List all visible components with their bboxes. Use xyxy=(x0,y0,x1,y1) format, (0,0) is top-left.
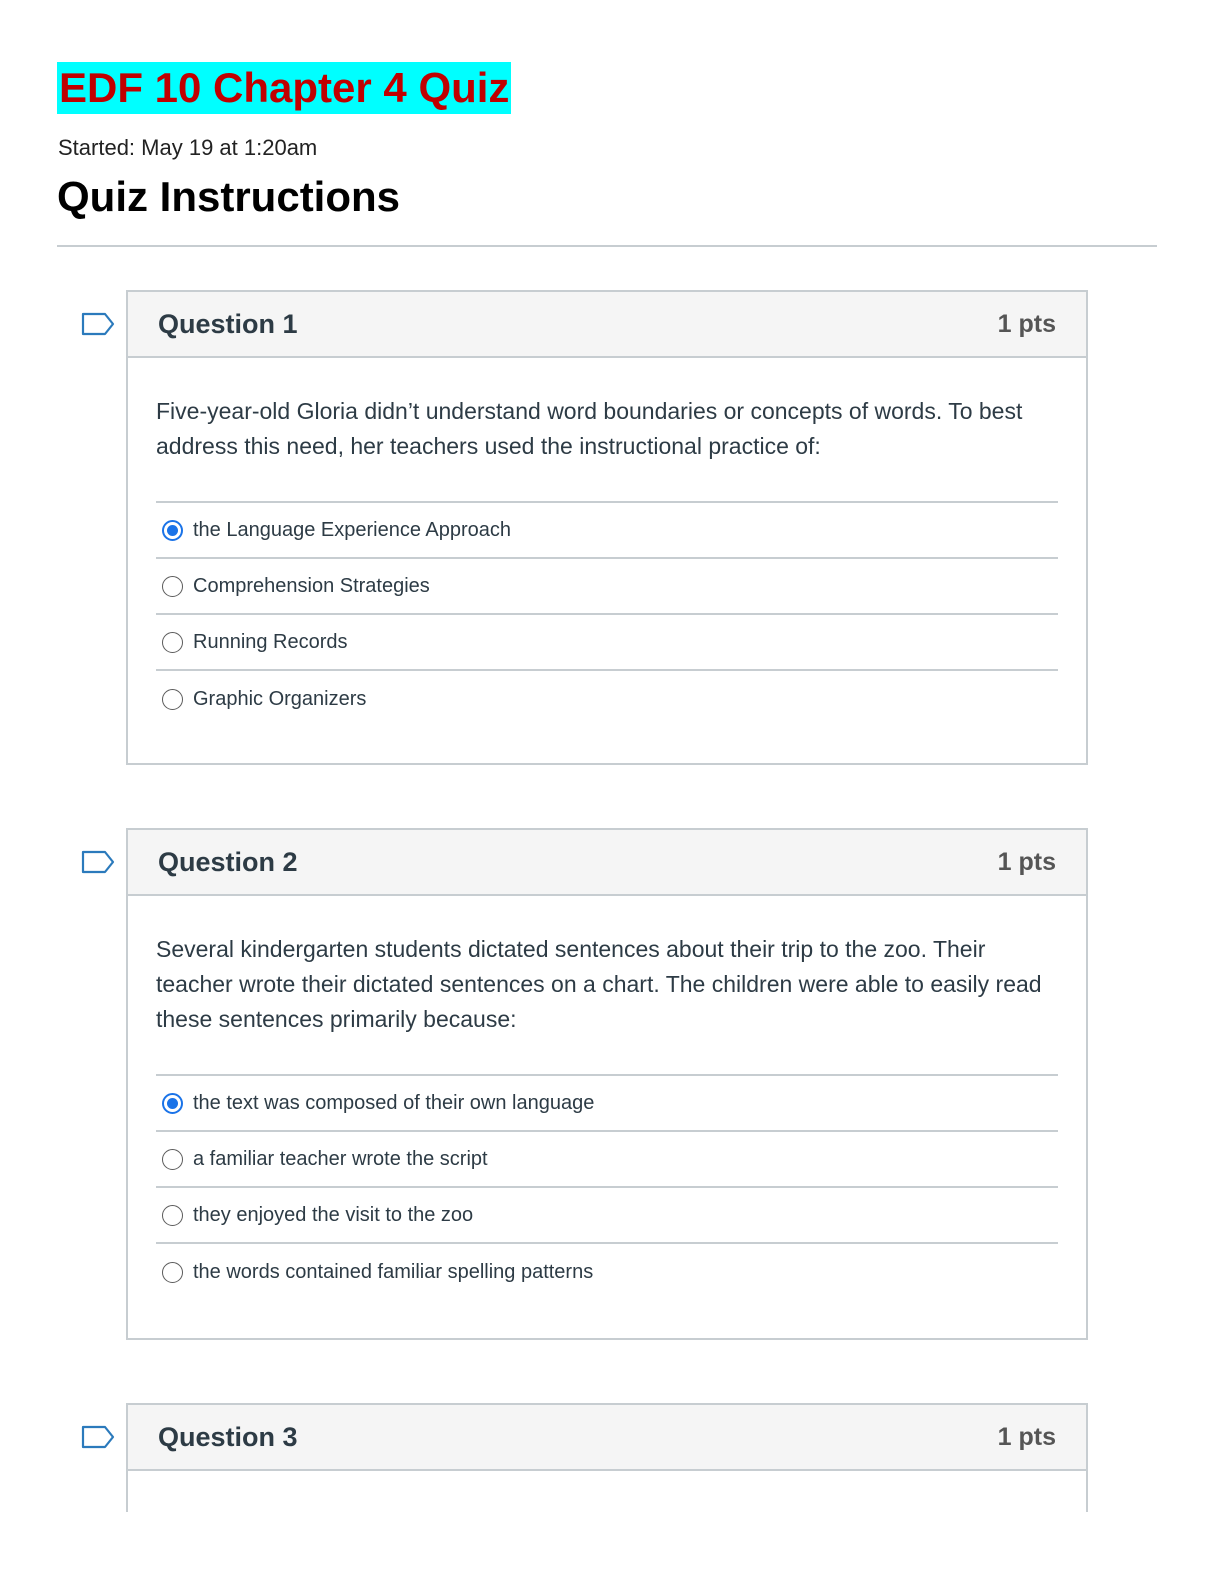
answer-option[interactable] xyxy=(156,615,1058,671)
question-1 xyxy=(126,290,1088,765)
question-header xyxy=(128,1405,1086,1471)
question-text: Several kindergarten students dictated sentences about their trip to the zoo. Their teacher wrote their dictated sentences on a chart. The children were able to easily read these sentences primarily because: xyxy=(156,936,1042,1032)
radio-unchecked-icon[interactable] xyxy=(162,1262,183,1283)
radio-unchecked-icon[interactable] xyxy=(162,1149,183,1170)
answer-option[interactable] xyxy=(156,671,1058,727)
radio-unchecked-icon[interactable] xyxy=(162,689,183,710)
question-text: Five-year-old Gloria didn’t understand word boundaries or concepts of words. To best address this need, her teachers used the instructional practice of: xyxy=(156,398,1023,459)
flag-icon[interactable] xyxy=(81,1425,115,1449)
radio-checked-icon[interactable] xyxy=(162,520,183,541)
quiz-instructions-heading: Quiz Instructions xyxy=(57,173,401,220)
answer-option[interactable] xyxy=(156,1188,1058,1244)
answer-list xyxy=(156,1074,1058,1300)
radio-unchecked-icon[interactable] xyxy=(162,632,183,653)
radio-unchecked-icon[interactable] xyxy=(162,576,183,597)
answer-label: Comprehension Strategies xyxy=(193,574,430,597)
page-title: EDF 10 Chapter 4 Quiz xyxy=(57,62,511,114)
answer-option[interactable] xyxy=(156,503,1058,559)
question-body xyxy=(128,896,1086,1330)
question-points: 1 pts xyxy=(997,1422,1056,1451)
question-points: 1 pts xyxy=(997,847,1056,876)
answer-label: Running Records xyxy=(193,630,348,653)
question-body xyxy=(128,358,1086,757)
started-timestamp: Started: May 19 at 1:20am xyxy=(58,135,318,160)
flag-icon[interactable] xyxy=(81,312,115,336)
answer-label: the words contained familiar spelling patterns xyxy=(193,1260,594,1283)
question-title: Question 1 xyxy=(158,308,298,339)
answer-list xyxy=(156,501,1058,727)
answer-label: a familiar teacher wrote the script xyxy=(193,1147,488,1170)
answer-option[interactable] xyxy=(156,1132,1058,1188)
question-title: Question 3 xyxy=(158,1421,298,1452)
question-title: Question 2 xyxy=(158,846,298,877)
answer-label: Graphic Organizers xyxy=(193,687,367,710)
answer-label: the text was composed of their own language xyxy=(193,1091,595,1114)
answer-option[interactable] xyxy=(156,559,1058,615)
answer-label: the Language Experience Approach xyxy=(193,518,512,541)
question-2 xyxy=(126,828,1088,1340)
divider xyxy=(57,245,1157,247)
flag-icon[interactable] xyxy=(81,850,115,874)
page-bottom-margin xyxy=(0,1512,1224,1584)
answer-option[interactable] xyxy=(156,1244,1058,1300)
question-points: 1 pts xyxy=(997,309,1056,338)
answer-option[interactable] xyxy=(156,1076,1058,1132)
question-header xyxy=(128,830,1086,896)
question-header xyxy=(128,292,1086,358)
answer-label: they enjoyed the visit to the zoo xyxy=(193,1203,474,1226)
radio-unchecked-icon[interactable] xyxy=(162,1205,183,1226)
radio-checked-icon[interactable] xyxy=(162,1093,183,1114)
